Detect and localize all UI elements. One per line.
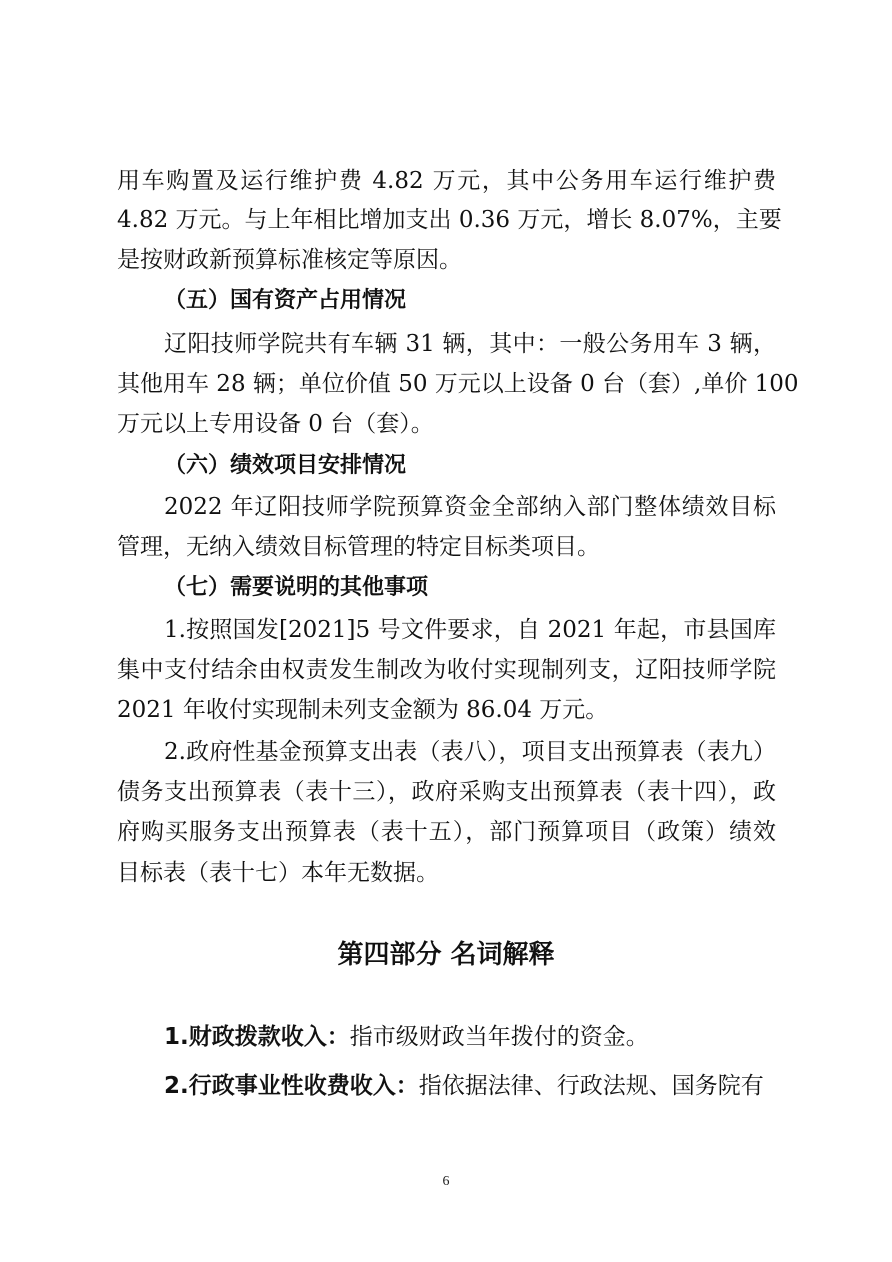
section-heading-assets: （五）国有资产占用情况 bbox=[164, 288, 407, 313]
paragraph-line: 管理，无纳入绩效目标管理的特定目标类项目。 bbox=[117, 534, 600, 560]
part-title: 第四部分 名词解释 bbox=[337, 940, 555, 970]
section-heading-performance: （六）绩效项目安排情况 bbox=[164, 453, 407, 478]
page-number: 6 bbox=[442, 1174, 450, 1189]
paragraph-line: 目标表（表十七）本年无数据。 bbox=[117, 860, 439, 886]
section-heading-other: （七）需要说明的其他事项 bbox=[164, 575, 429, 600]
paragraph-line: 2.政府性基金预算支出表（表八），项目支出预算表（表九） bbox=[164, 739, 776, 765]
paragraph-line: 2021 年收付实现制未列支金额为 86.04 万元。 bbox=[117, 697, 609, 723]
paragraph-line: 府购买服务支出预算表（表十五），部门预算项目（政策）绩效 bbox=[117, 819, 776, 845]
paragraph-line: 其他用车 28 辆；单位价值 50 万元以上设备 0 台（套）,单价 100 bbox=[117, 371, 799, 397]
paragraph-line: 1.按照国发[2021]5 号文件要求，自 2021 年起，市县国库 bbox=[164, 617, 776, 643]
definition-term: 1.财政拨款收入： bbox=[164, 1024, 350, 1050]
definition-text: 指依据法律、行政法规、国务院有 bbox=[418, 1073, 764, 1099]
paragraph-line: 辽阳技师学院共有车辆 31 辆，其中：一般公务用车 3 辆， bbox=[164, 331, 776, 357]
definition-item bbox=[164, 1026, 649, 1049]
paragraph-line: 债务支出预算表（表十三），政府采购支出预算表（表十四），政 bbox=[117, 779, 776, 805]
paragraph-line: 用车购置及运行维护费 4.82 万元，其中公务用车运行维护费 bbox=[117, 168, 776, 194]
paragraph-line: 是按财政新预算标准核定等原因。 bbox=[117, 247, 462, 273]
paragraph-line: 万元以上专用设备 0 台（套）。 bbox=[117, 411, 434, 437]
definition-term: 2.行政事业性收费收入： bbox=[164, 1073, 419, 1099]
paragraph-line: 4.82 万元。与上年相比增加支出 0.36 万元，增长 8.07%，主要 bbox=[117, 207, 782, 233]
paragraph-line: 集中支付结余由权责发生制改为收付实现制列支，辽阳技师学院 bbox=[117, 657, 776, 683]
paragraph-line: 2022 年辽阳技师学院预算资金全部纳入部门整体绩效目标 bbox=[164, 494, 776, 520]
definition-item bbox=[164, 1075, 764, 1098]
definition-text: 指市级财政当年拨付的资金。 bbox=[349, 1024, 649, 1050]
